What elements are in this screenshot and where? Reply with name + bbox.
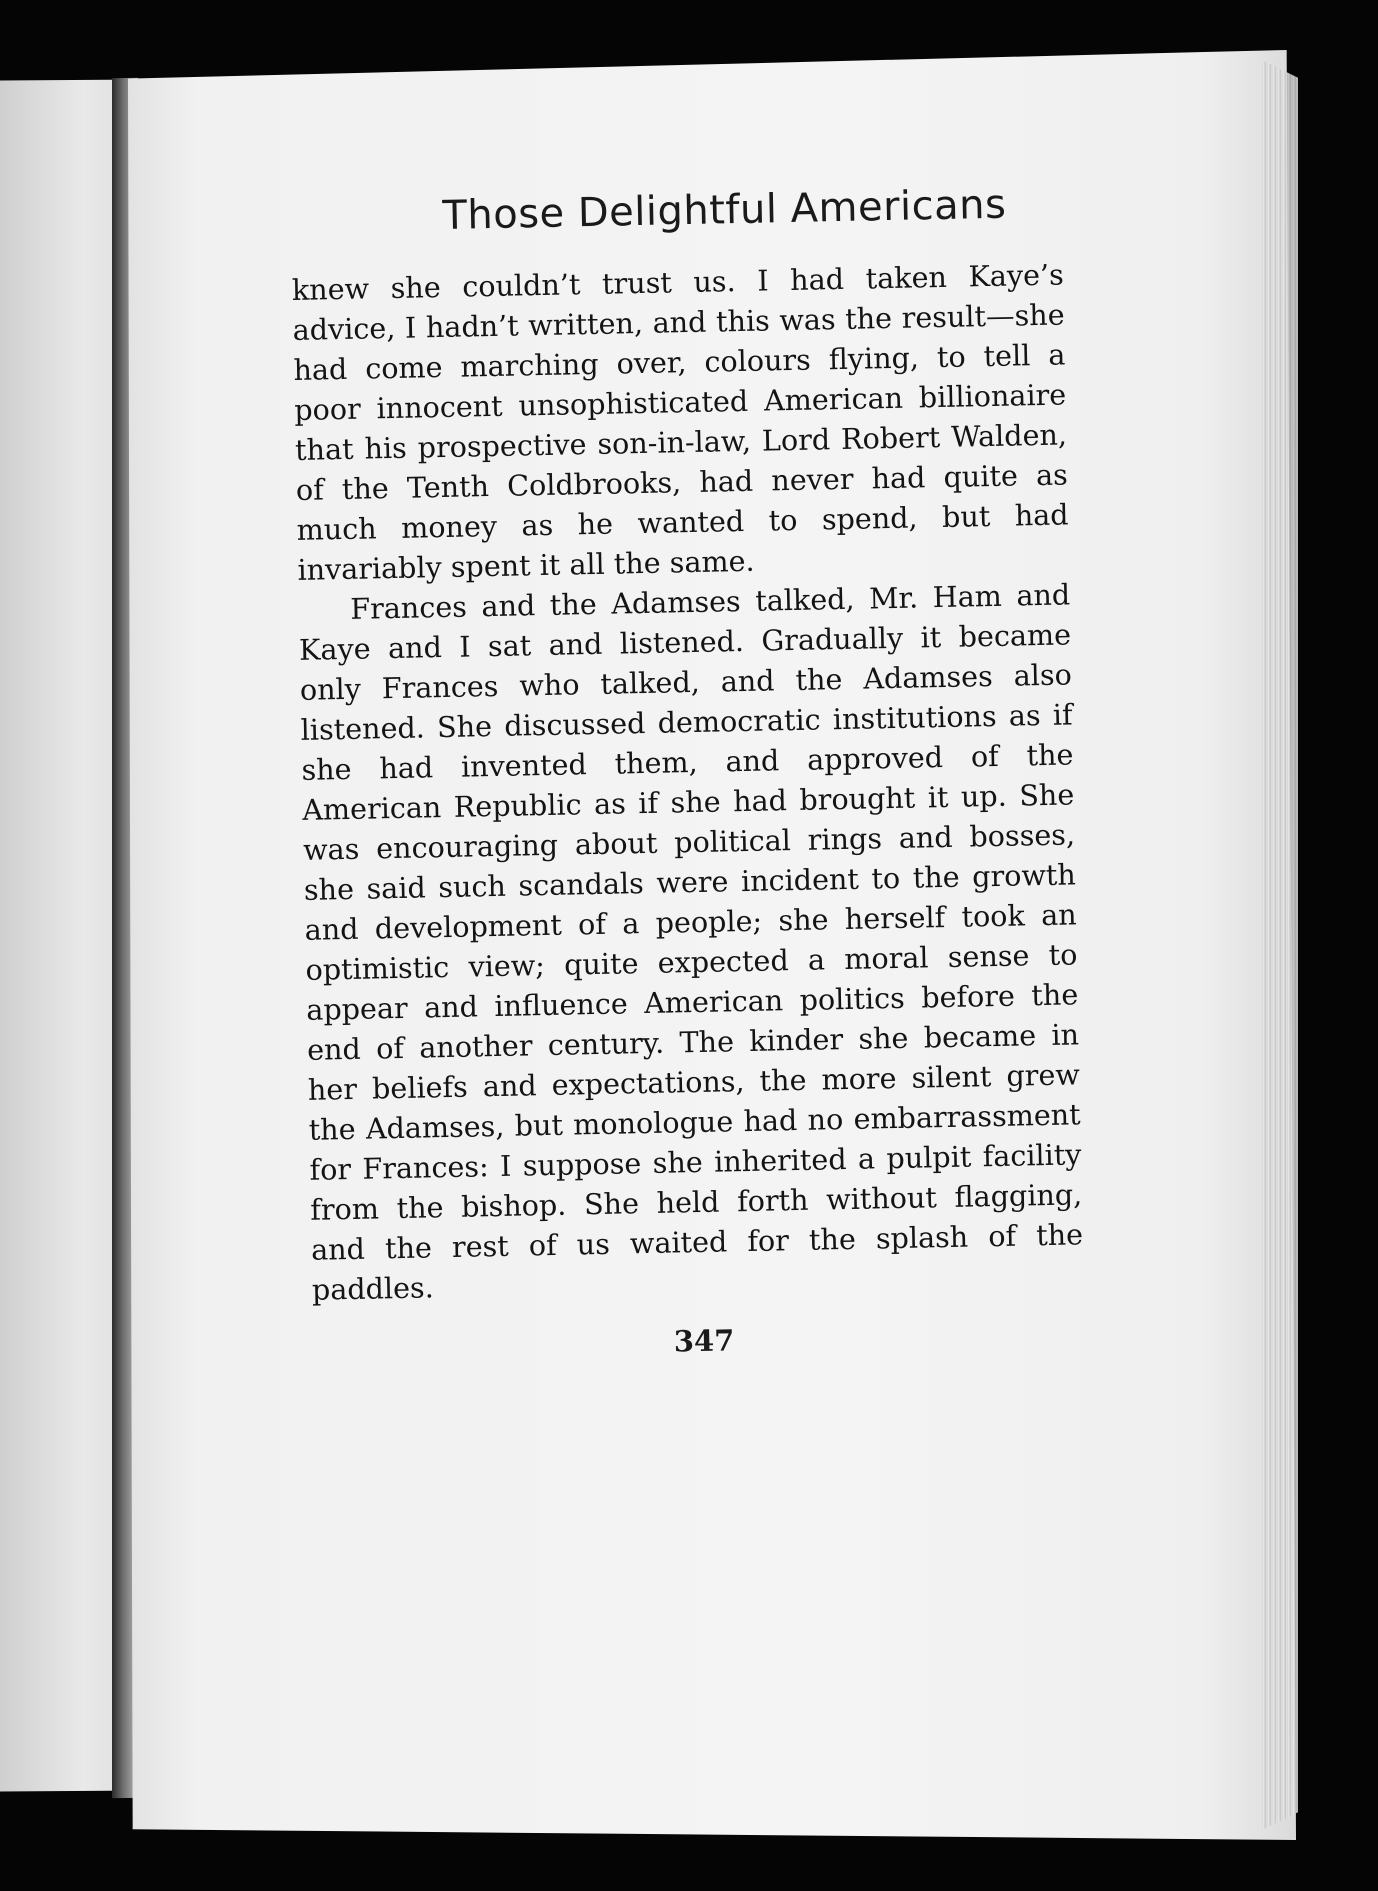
page-number: 347 (673, 1323, 735, 1359)
page-text-block (290, 181, 1085, 1366)
body-text (291, 254, 1084, 1309)
page-stack-edge (1262, 60, 1298, 1830)
paragraph-continued: knew she couldn’t trust us. I had taken Kaye’s advice, I hadn’t written, and this was the result—she had come marching over, colours flying, to tell a poor innocent unsophisticated American billionaire that his prospective son-in-law, Lord Robert Walden, of the Tenth Coldbrooks, had never had quite as much money as he wanted to spend, but had invariably spent it all the same. (291, 257, 1069, 587)
running-head: Those Delightful Americans (442, 181, 1007, 239)
paragraph: Frances and the Adamses talked, Mr. Ham and Kaye and I sat and listened. Gradually it became only Frances who talked, and the Adamses also listened. She discussed democratic institutions as if she had invented them, and approved of the American Republic as if she had brought it up. She was encouraging about political rings and bosses, she said such scandals were incident to the growth and development of a people; she herself took an optimistic view; quite expected a moral sense to appear and influence American politics before the end of another century. The kinder she became in her beliefs and expectations, the more silent grew the Adamses, but monologue had no embarrassment for Frances: I suppose she inherited a pulpit facility from the bishop. She held forth without flagging, and the rest of us waited for the splash of the paddles. (298, 577, 1084, 1307)
